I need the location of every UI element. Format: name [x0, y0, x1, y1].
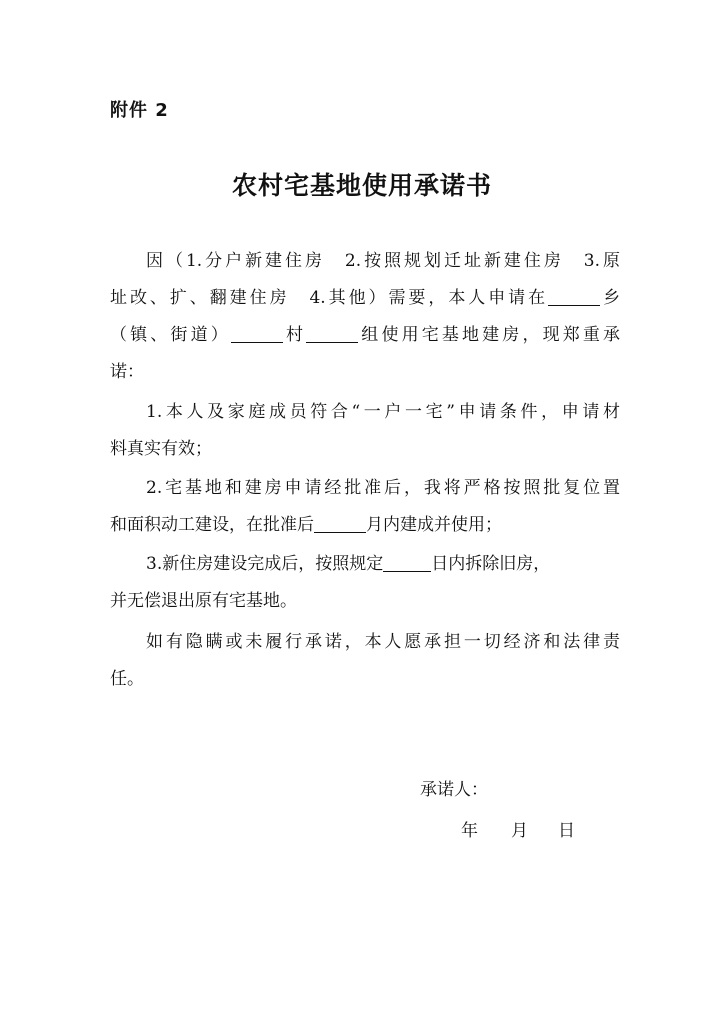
- days-blank[interactable]: [383, 553, 431, 572]
- year-label: 年: [461, 821, 478, 841]
- promisor-label: 承诺人：: [420, 780, 488, 800]
- paragraph-line-3: [110, 318, 620, 352]
- group-blank[interactable]: [306, 324, 358, 343]
- day-label: 日: [558, 821, 575, 841]
- paragraph-line-1: 因（1.分户新建住房 2.按照规划迁址新建住房 3.原: [146, 251, 620, 271]
- township-blank[interactable]: [548, 287, 600, 306]
- line3-village: 村: [282, 325, 307, 345]
- document-title: 农村宅基地使用承诺书: [231, 171, 492, 200]
- line3-prefix: （镇、街道）: [110, 325, 231, 345]
- village-blank-1[interactable]: [231, 324, 283, 343]
- item2-line-2: [110, 508, 620, 542]
- month-label: 月: [511, 821, 528, 841]
- closing-line-2: 任。: [110, 669, 144, 689]
- paragraph-line-2: [110, 281, 620, 315]
- item2-text: 和面积动工建设，在批准后: [110, 515, 314, 535]
- attachment-label: 附件 2: [110, 100, 169, 121]
- item3-suffix: 日内拆除旧房，: [431, 554, 551, 574]
- line2-text: 址改、扩、翻建住房 4.其他）需要，本人申请在: [110, 288, 549, 308]
- item3-text: 3.新住房建设完成后，按照规定: [146, 554, 384, 574]
- closing-line-1: 如有隐瞒或未履行承诺，本人愿承担一切经济和法律责: [146, 632, 620, 652]
- line2-suffix: 乡: [600, 288, 621, 308]
- item1-line-1: 1.本人及家庭成员符合“一户一宅”申请条件，申请材: [146, 402, 620, 422]
- item3-line-1: [110, 547, 620, 581]
- item1-line-2: 料真实有效；: [110, 439, 212, 459]
- item2-line-1: 2.宅基地和建房申请经批准后，我将严格按照批复位置: [146, 478, 620, 498]
- paragraph-line-4: 诺：: [110, 362, 144, 382]
- item3-line-2: 并无偿退出原有宅基地。: [110, 591, 297, 611]
- line3-suffix: 组使用宅基地建房，现郑重承: [358, 325, 621, 345]
- months-blank[interactable]: [314, 514, 366, 533]
- item2-suffix: 月内建成并使用；: [366, 515, 502, 535]
